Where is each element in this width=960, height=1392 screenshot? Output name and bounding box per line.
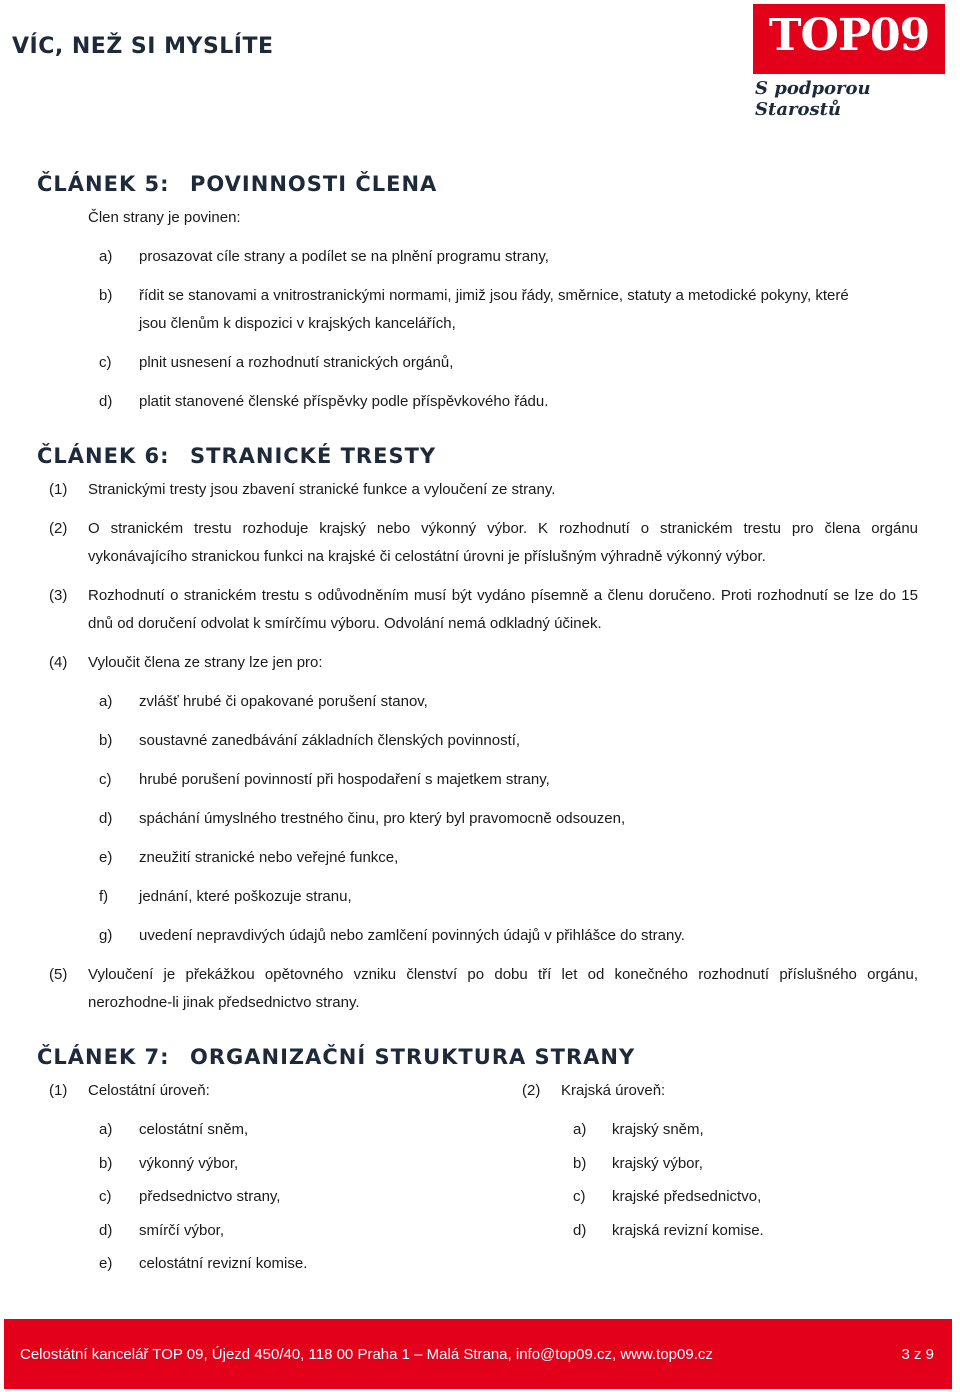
article-5-title: POVINNOSTI ČLENA [190,172,438,196]
list-marker: c) [99,1188,112,1205]
column-title: Celostátní úroveň: [88,1082,210,1099]
list-item: hrubé porušení povinností při hospodaření s majetkem strany, [139,771,550,788]
list-item: krajský sněm, [612,1121,704,1138]
list-item: zneužití stranické nebo veřejné funkce, [139,849,399,866]
list-item: spáchání úmyslného trestného činu, pro který byl pravomocně odsouzen, [139,810,626,827]
list-item: předsednictvo strany, [139,1188,281,1205]
paragraph-text: O stranickém trestu rozhoduje krajský nebo výkonný výbor. K rozhodnutí o stranickém trestu pro člena orgánu vykonávajícího stranickou funkci na krajské či celostátní úrovni je příslušným výhradně výkonný výbor. [88,520,918,565]
paragraph-marker: (5) [49,966,68,983]
logo-subtitle: S podporou Starostů [755,78,871,120]
list-item: zvlášť hrubé či opakované porušení stanov, [139,693,428,710]
list-item: výkonný výbor, [139,1155,239,1172]
list-marker: e) [99,849,113,866]
list-marker: g) [99,927,113,944]
list-marker: f) [99,888,109,905]
list-marker: b) [99,1155,113,1172]
list-marker: c) [99,771,112,788]
list-item: soustavné zanedbávání základních členských povinností, [139,732,521,749]
list-item: jednání, které poškozuje stranu, [139,888,352,905]
list-marker: a) [99,248,113,265]
logo-text: TOP09 [768,10,930,61]
list-marker: c) [573,1188,586,1205]
slogan: VÍC, NEŽ SI MYSLÍTE [12,34,274,59]
list-item: celostátní revizní komise. [139,1255,308,1272]
list-marker: d) [99,810,113,827]
list-marker: b) [99,732,113,749]
article-5-label: ČLÁNEK 5: [37,172,170,196]
paragraph-marker: (2) [522,1082,541,1099]
logo-box [753,4,945,74]
list-item: uvedení nepravdivých údajů nebo zamlčení povinných údajů v přihlášce do strany. [139,927,685,944]
list-marker: a) [573,1121,587,1138]
list-item: smírčí výbor, [139,1222,225,1239]
paragraph-text: Vyloučení je překážkou opětovného vzniku členství po dobu tří let od konečného rozhodnutí příslušného orgánu, nerozhodne-li jinak předsednictvo strany. [88,966,918,1011]
paragraph-marker: (1) [49,481,68,498]
article-5-heading [37,172,438,196]
list-item: celostátní sněm, [139,1121,249,1138]
article-7-title: ORGANIZAČNÍ STRUKTURA STRANY [190,1045,636,1069]
footer-address: Celostátní kancelář TOP 09, Újezd 450/40, 118 00 Praha 1 – Malá Strana, info@top09.cz, www.top09.cz [20,1346,713,1363]
paragraph-marker: (1) [49,1082,68,1099]
list-item: platit stanovené členské příspěvky podle příspěvkového řádu. [139,393,549,410]
article-6-label: ČLÁNEK 6: [37,444,170,468]
page-number: 3 z 9 [901,1346,934,1363]
article-6-title: STRANICKÉ TRESTY [190,444,437,468]
list-marker: b) [573,1155,587,1172]
article-6-heading [37,444,437,468]
list-item: plnit usnesení a rozhodnutí stranických orgánů, [139,354,454,371]
column-title: Krajská úroveň: [561,1082,666,1099]
paragraph-text: Vyloučit člena ze strany lze jen pro: [88,654,323,671]
article-7-label: ČLÁNEK 7: [37,1045,170,1069]
list-item: řídit se stanovami a vnitrostranickými normami, jimiž jsou řády, směrnice, statuty a metodické pokyny, které [139,287,849,304]
page-footer [4,1319,952,1389]
list-marker: b) [99,287,113,304]
list-marker: e) [99,1255,113,1272]
list-marker: d) [99,393,113,410]
paragraph-text: Rozhodnutí o stranickém trestu s odůvodněním musí být vydáno písemně a členu doručeno. Proti rozhodnutí se lze do 15 dnů od doručení odvolat k smírčímu výboru. Odvolání nemá odkladný účinek. [88,587,918,632]
list-item-continuation: jsou členům k dispozici v krajských kancelářích, [139,315,456,332]
paragraph-text: Stranickými tresty jsou zbavení stranické funkce a vyloučení ze strany. [88,481,556,498]
list-marker: a) [99,693,113,710]
list-item: krajská revizní komise. [612,1222,764,1239]
list-item: krajské předsednictvo, [612,1188,762,1205]
paragraph-marker: (4) [49,654,68,671]
article-7-heading [37,1045,636,1069]
list-item: krajský výbor, [612,1155,703,1172]
top09-logo [753,4,945,120]
list-marker: a) [99,1121,113,1138]
paragraph-marker: (2) [49,520,68,537]
list-item: prosazovat cíle strany a podílet se na plnění programu strany, [139,248,549,265]
paragraph-marker: (3) [49,587,68,604]
list-marker: d) [99,1222,113,1239]
list-marker: d) [573,1222,587,1239]
list-marker: c) [99,354,112,371]
article-5-intro: Člen strany je povinen: [88,209,241,226]
